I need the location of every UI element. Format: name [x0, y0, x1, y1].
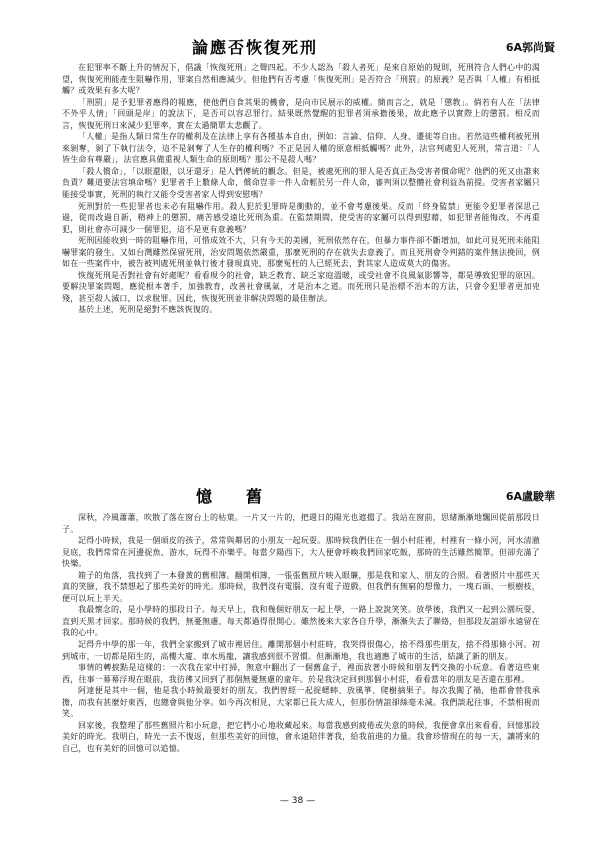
- article-1-paragraph: 「人權」是指人類日常生存的權利及在法律上享有各種基本自由，例如：言論、信仰、人身、遷徙等自由。若然這些權利被死刑來剝奪，剝了下執行法令，這不是剝奪了人生存的權利嗎？不正是因人權的原意相抵觸嗎？此外，法官判處犯人死刑，常言道：「人皆生命有尊嚴」，法官應具備重視人類生命的原則嗎？那公不是殺人嗎？: [62, 132, 540, 165]
- article-1-paragraph: 死刑對於一些犯罪者也未必有阻嚇作用。殺人犯於犯罪時是衝動的，並不會考慮後果。反而「終身監禁」更能令犯罪者深思己過，從而改過自新，精神上的懲罰、痛苦感受遠比死刑為重。在監禁期間，使受害的家屬可以得到慰藉，如犯罪者能悔改，不再重犯，則社會亦可減少一個罪犯，這不是更有意義嗎？: [62, 201, 540, 234]
- article-1-paragraph: 在犯罪率不斷上升的情況下，倡議「恢復死刑」之聲四起。不少人認為「殺人者死」是來自原始的規則，死刑符合人們心中的渴望，恢復死刑能產生阻嚇作用，罪案自然相應減少。但他們有否考慮「恢復死刑」是否符合「刑罰」的原義？是否與「人權」有相抵觸？或效果有多大呢？: [62, 63, 540, 96]
- article-2-paragraph: 深秋，冷風蕭蕭，吹散了落在窗台上的枯葉。一片又一片的，把週日的陽光也遮擋了。我站在窗前，思緒漸漸地飄回從前那段日子。: [62, 513, 540, 534]
- article-2-title-text: 憶 舊: [196, 487, 263, 506]
- article-1-paragraph: 死刑因能收到一時的阻嚇作用，可惜成效不大，只有今天的美國，死刑依然存在，但暴力事件卻不斷增加，如此可見死刑未能阻嚇罪案的發生。又如台灣雖然保留死刑，治安問題依然嚴重，那麼死刑的存在就失去意義了。而且死刑會令判錯的案件無法挽回，例如在一些案件中，被告被判處死刑並執行後才發現真兇，那麼冤枉的人已經死去，對其家人造成莫大的傷害。: [62, 236, 540, 269]
- article-1-paragraph: 「刑罰」是予犯罪者應得的報應，使他們自食其果的機會，是向市民展示的威權。簡而言之，就是「懲教」。倘若有人在「法律不外乎人情」「回頭是岸」的說法下，是否可以容忍罪行。結果既然覺醒的犯罪者須承擔後果，故此應予以實際上的懲罰。相反而言，恢復死刑日來減少犯罪率，實在太過簡單太悲觀了。: [62, 97, 540, 130]
- article-1-title: 論應否恢復死刑: [192, 38, 319, 57]
- article-1-body: [62, 62, 540, 476]
- article-1-author: 6A郭尚賢: [505, 41, 555, 54]
- article-2-paragraph: 事情的轉捩點是這樣的：一次我在家中打掃，無意中翻出了一個舊盒子，裡面放著小時候和朋友們交換的小玩意。看著這些東西，往事一幕幕浮現在眼前，我彷彿又回到了那個無憂無慮的童年。於是我決定回到那個小村莊，看看當年的朋友是否還在那裡。: [62, 663, 540, 684]
- page-number: — 38 —: [279, 796, 316, 806]
- article-1-paragraph: 恢復死刑是否對社會有好處呢？看看現今的社會，缺乏教育、缺乏家庭溫暖，或受社會不良風氣影響等，都是導致犯罪的原因。要解決罪案問題，應從根本著手，加強教育，改善社會風氣，才是治本之道。而死刑只是治標不治本的方法，只會令犯罪者更加兇殘，甚至殺人滅口，以求脫罪。因此，恢復死刑並非解決問題的最佳辦法。: [62, 270, 540, 303]
- article-2-paragraph: 我最懷念的，是小學時的那段日子。每天早上，我和幾個好朋友一起上學，一路上說說笑笑。放學後，我們又一起到公園玩耍，直到天黑才回家。那時候的我們，無憂無慮，每天都過得很開心。雖然後來大家各自升學，漸漸失去了聯絡，但那段友誼卻永遠留在我的心中。: [62, 605, 540, 638]
- article-2-title: [196, 486, 262, 508]
- article-2-paragraph: 箱子的角落，我找到了一本發黃的舊相簿。翻開相簿，一張張舊照片映入眼簾，那是我和家人、朋友的合照。看著照片中那些天真的笑臉，我不禁想起了那些美好的時光。那時候，我們沒有電腦，沒有電子遊戲，但我們有無窮的想像力，一塊石頭、一根樹枝，便可以玩上半天。: [62, 570, 540, 603]
- article-2-paragraph: 記得小時候，我是一個頑皮的孩子，常常與鄰居的小朋友一起玩耍。那時候我們住在一個小村莊裡，村裡有一條小河，河水清澈見底，我們常常在河邊捉魚、游水，玩得不亦樂乎。每當夕陽西下，大人便會呼喚我們回家吃飯，那時的生活雖然簡單，但卻充滿了快樂。: [62, 536, 540, 569]
- article-2-paragraph: 回家後，我整理了那些舊照片和小玩意，把它們小心地收藏起來。每當我感到疲倦或失意的時候，我便會拿出來看看，回憶那段美好的時光。我明白，時光一去不復返，但那些美好的回憶，會永遠陪伴著我，給我前進的力量。我會珍惜現在的每一天，讓將來的自己，也有美好的回憶可以追憶。: [62, 720, 540, 753]
- article-2-body: [62, 512, 540, 784]
- article-2-paragraph: 記得升中學的那一年，我們全家搬到了城市裡居住。離開那個小村莊時，我哭得很傷心，捨不得那些朋友，捨不得那條小河。初到城市，一切都是陌生的，高樓大廈、車水馬龍，讓我感到很不習慣。但漸漸地，我也適應了城市的生活，結識了新的朋友。: [62, 640, 540, 661]
- article-1-paragraph: 「殺人償命」，「以眼還眼，以牙還牙」是人們傳統的觀念。但是，被處死刑的罪人是否真正為受害者償命呢？他們的死又由誰來負責？難道要法官填命嗎？犯罪者手上數條人命，償命豈非一件人命輕於另一件人命，審判須以整體社會利益為前提。受害者家屬只能接受事實，死刑的執行又能令受害者家人得到安慰嗎？: [62, 166, 540, 200]
- article-2-paragraph: 阿達便是其中一個，他是我小時候最要好的朋友。我們曾經一起捉蟋蟀、放風箏、爬樹摘果子。每次我闖了禍，他都會替我承擔，而我有甚麼好東西，也總會與他分享。如今再次相見，大家都已長大成人，但那份情誼卻絲毫未減。我們談起往事，不禁相視而笑。: [62, 686, 540, 719]
- article-1-header: [40, 37, 555, 59]
- article-1-paragraph: 基於上述，死刑是絕對不應該恢復的。: [78, 305, 218, 315]
- article-2-header: [40, 486, 555, 508]
- article-2-author: 6A盧駿華: [505, 490, 555, 503]
